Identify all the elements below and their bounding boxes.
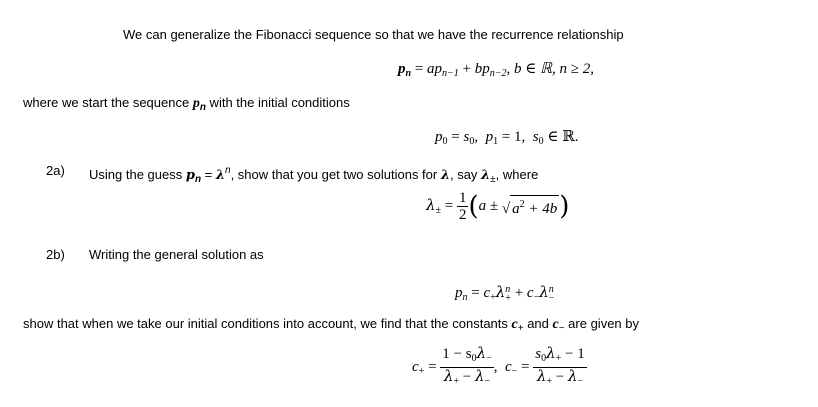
cplus-fraction: $\frac{1 - s_0\lambda_-}{\lambda_+ - \lambda_-}$: [442, 344, 492, 387]
square-root: √ $a^2 + 4b$: [502, 195, 559, 218]
show-text: show that when we take our initial conditions into account, we find that the constants $c_+$ and $c_-$ are given by: [23, 316, 639, 334]
general-solution-equation: $p_n = c_+\lambda$ n + + $c_-\lambda$ n −: [455, 283, 555, 304]
question-2b-text: Writing the general solution as: [89, 247, 264, 262]
lambda-equation: $\lambda_\pm$ = $\frac{1}{2}$ (a ± √ $a^2 + 4b$): [426, 190, 570, 223]
cminus-fraction: $\frac{s_0\lambda_+ - 1}{\lambda_+ - \lambda_-}$: [535, 344, 585, 387]
question-2a-text: Using the guess $p_n = \lambda^n$, show that you get two solutions for λ, say $\lambda_\pm$, where: [89, 165, 539, 185]
recurrence-equation: $p_n = ap_{n-1} + bp_{n-2}$, b ∈ ℝ, n ≥ 2,: [398, 61, 594, 79]
initial-conditions-equation: $p_0 = s_0$, $p_1 = 1$, $s_0$ ∈ ℝ.: [435, 129, 579, 147]
constants-equation: $c_+$ = $\frac{1 - s_0\lambda_-}{\lambda_+ - \lambda_-}$ , $c_-$ = $\frac{s_0\lambda_+ - 1}{\lambda_+ - \lambda_-}$: [412, 345, 587, 385]
question-2a-label: 2a): [46, 163, 65, 178]
where-text: where we start the sequence $p_n$ with the initial conditions: [23, 95, 350, 113]
intro-text: We can generalize the Fibonacci sequence so that we have the recurrence relationship: [123, 27, 624, 42]
question-2b-label: 2b): [46, 247, 65, 262]
half-fraction: $\frac{1}{2}$: [458, 190, 467, 223]
